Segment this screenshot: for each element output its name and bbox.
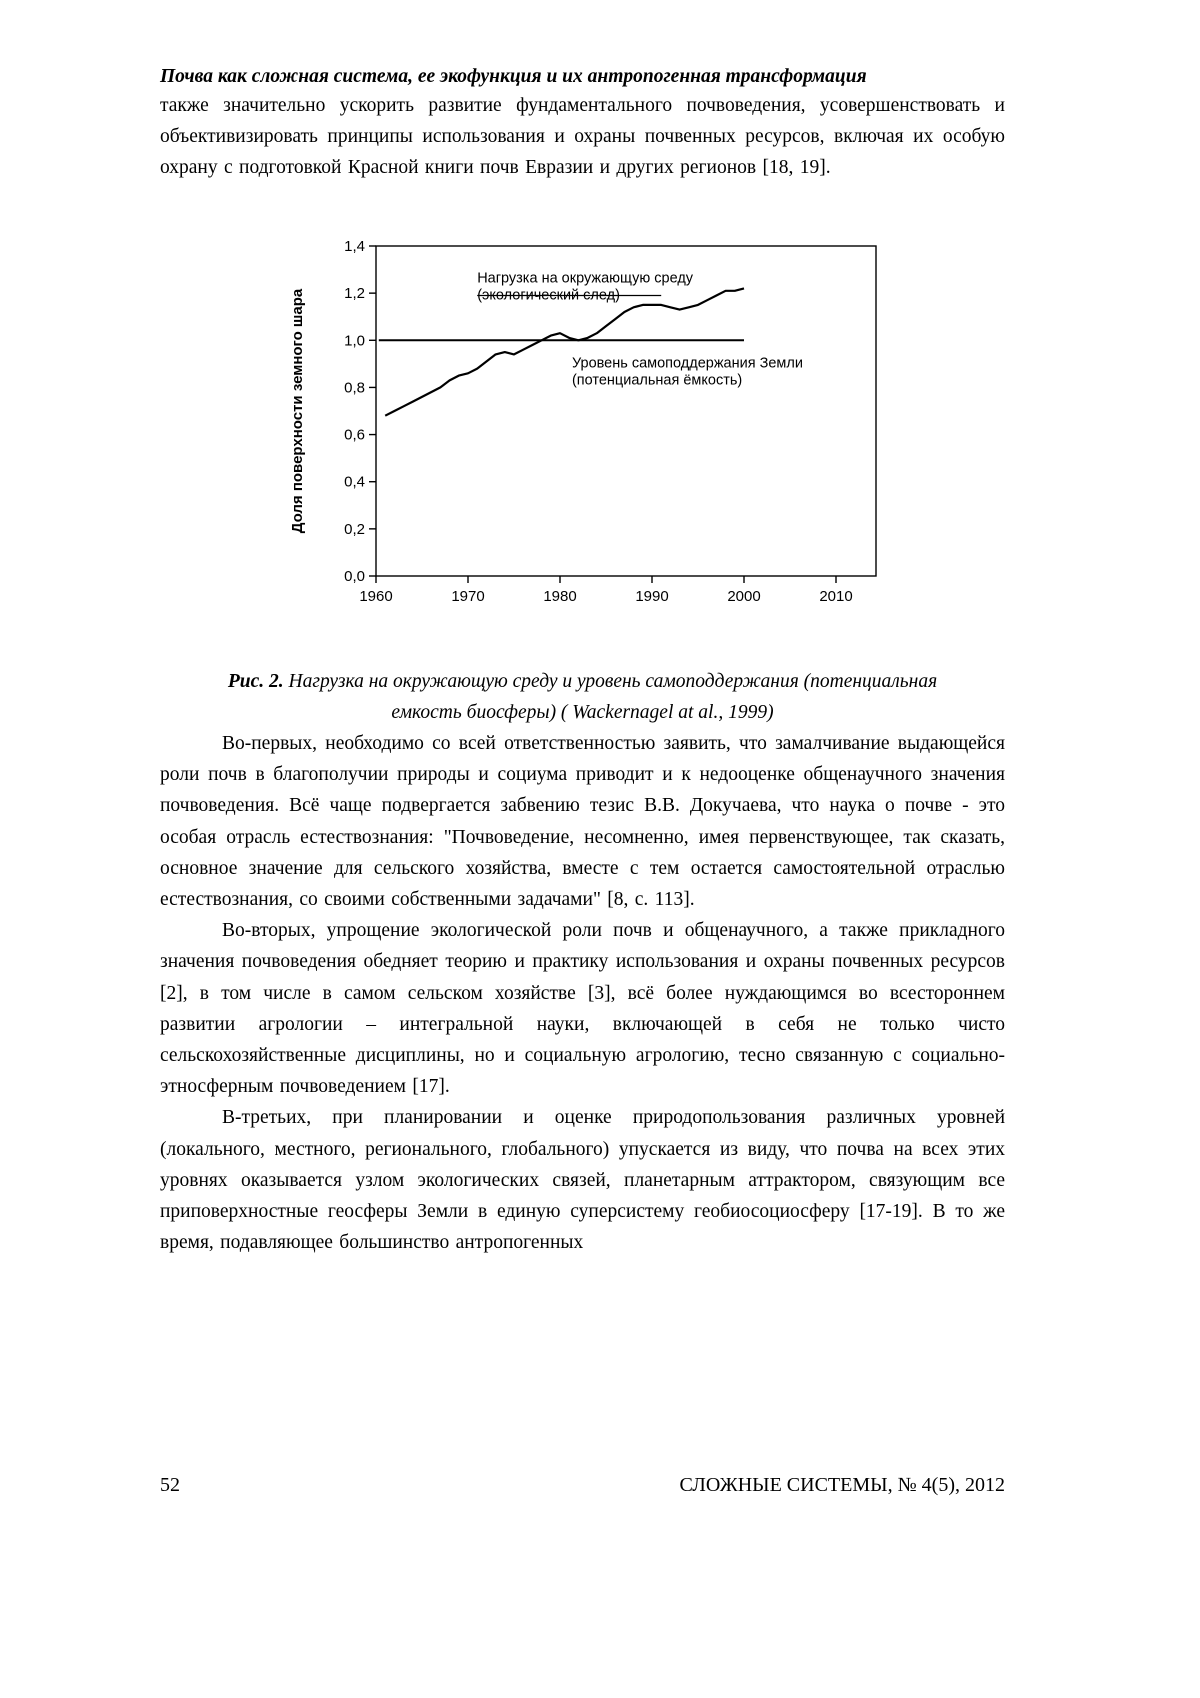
journal-info: СЛОЖНЫЕ СИСТЕМЫ, № 4(5), 2012 [679,1474,1005,1496]
svg-text:(экологический след): (экологический след) [476,287,620,304]
chart-wrap [202,220,1005,632]
svg-text:1,4: 1,4 [343,237,365,255]
svg-text:0,4: 0,4 [343,473,365,491]
svg-text:1980: 1980 [542,587,577,605]
paragraph-thirdly: В-третьих, при планировании и оценке природопользования различных уровней (локального, местного, регионального, глобального) упускается из виду, что почва на всех этих уровнях оказывается узлом экологических связей, планетарным аттрактором, связующим все приповерхностные геосферы Земли в единую суперсистему геобиосоциосферу [17-19]. В то же время, подавляющее большинство антропогенных [160,1107,1005,1254]
svg-text:Нагрузка на окружающую среду: Нагрузка на окружающую среду [476,270,693,287]
paragraph-firstly: Во-первых, необходимо со всей ответственностью заявить, что замалчивание выдающейся роли почв в благополучии природы и социума приводит и к недооценке общенаучного значения почвоведения. Всё чаще подвергается забвению тезис В.В. Докучаева, что наука о почве - это особая отрасль естествознания: "Почвоведение, несомненно, имея первенствующее, так сказать, основное значение для сельского хозяйства, вместе с тем остается самостоятельной отраслью естествознания, со своими собственными задачами" [8, с. 113]. [160,733,1005,911]
page-footer [160,1474,1005,1497]
figure-caption-text: Нагрузка на окружающую среду и уровень самоподдержания (потенциальная емкость биосферы) ( Wackernagel at al., 1999) [283,670,938,723]
svg-text:0,2: 0,2 [343,520,365,538]
svg-text:0,0: 0,0 [343,567,365,585]
page-content [160,64,1005,1258]
svg-text:0,8: 0,8 [343,379,365,397]
svg-text:2000: 2000 [726,587,761,605]
svg-text:Уровень самоподдержания Земли: Уровень самоподдержания Земли [571,355,803,372]
svg-text:1960: 1960 [358,587,393,605]
figure-caption [212,666,954,728]
page-number: 52 [160,1474,180,1496]
running-head: Почва как сложная система, ее экофункция и их антропогенная трансформация [160,66,867,87]
svg-text:1,2: 1,2 [343,284,365,302]
paragraph-secondly: Во-вторых, упрощение экологической роли почв и общенаучного, а также прикладного значения почвоведения обедняет теорию и практику использования и охраны почвенных ресурсов [2], в том числе в самом сельском хозяйстве [3], всё более нуждающимся во всестороннем развитии агрологии – интегральной науки, включающей в себя не только чисто сельскохозяйственные дисциплины, но и социальную агрологию, тесно связанную с социально-этносферным почвоведением [17]. [160,920,1005,1098]
svg-text:0,6: 0,6 [343,426,365,444]
figure-2 [160,220,1005,728]
svg-text:1990: 1990 [634,587,669,605]
svg-text:1,0: 1,0 [343,331,365,349]
svg-text:1970: 1970 [450,587,485,605]
svg-text:(потенциальная ёмкость): (потенциальная ёмкость) [571,372,742,389]
svg-text:Доля поверхности земного шара: Доля поверхности земного шара [288,288,306,533]
figure-caption-label: Рис. 2. [227,670,284,692]
paragraph-intro: также значительно ускорить развитие фундаментального почвоведения, усовершенствовать и объективизировать принципы использования и охраны почвенных ресурсов, включая их особую охрану с подготовкой Красной книги почв Евразии и других регионов [18, 19]. [160,95,1005,179]
figure-chart [284,220,924,632]
svg-text:2010: 2010 [818,587,853,605]
